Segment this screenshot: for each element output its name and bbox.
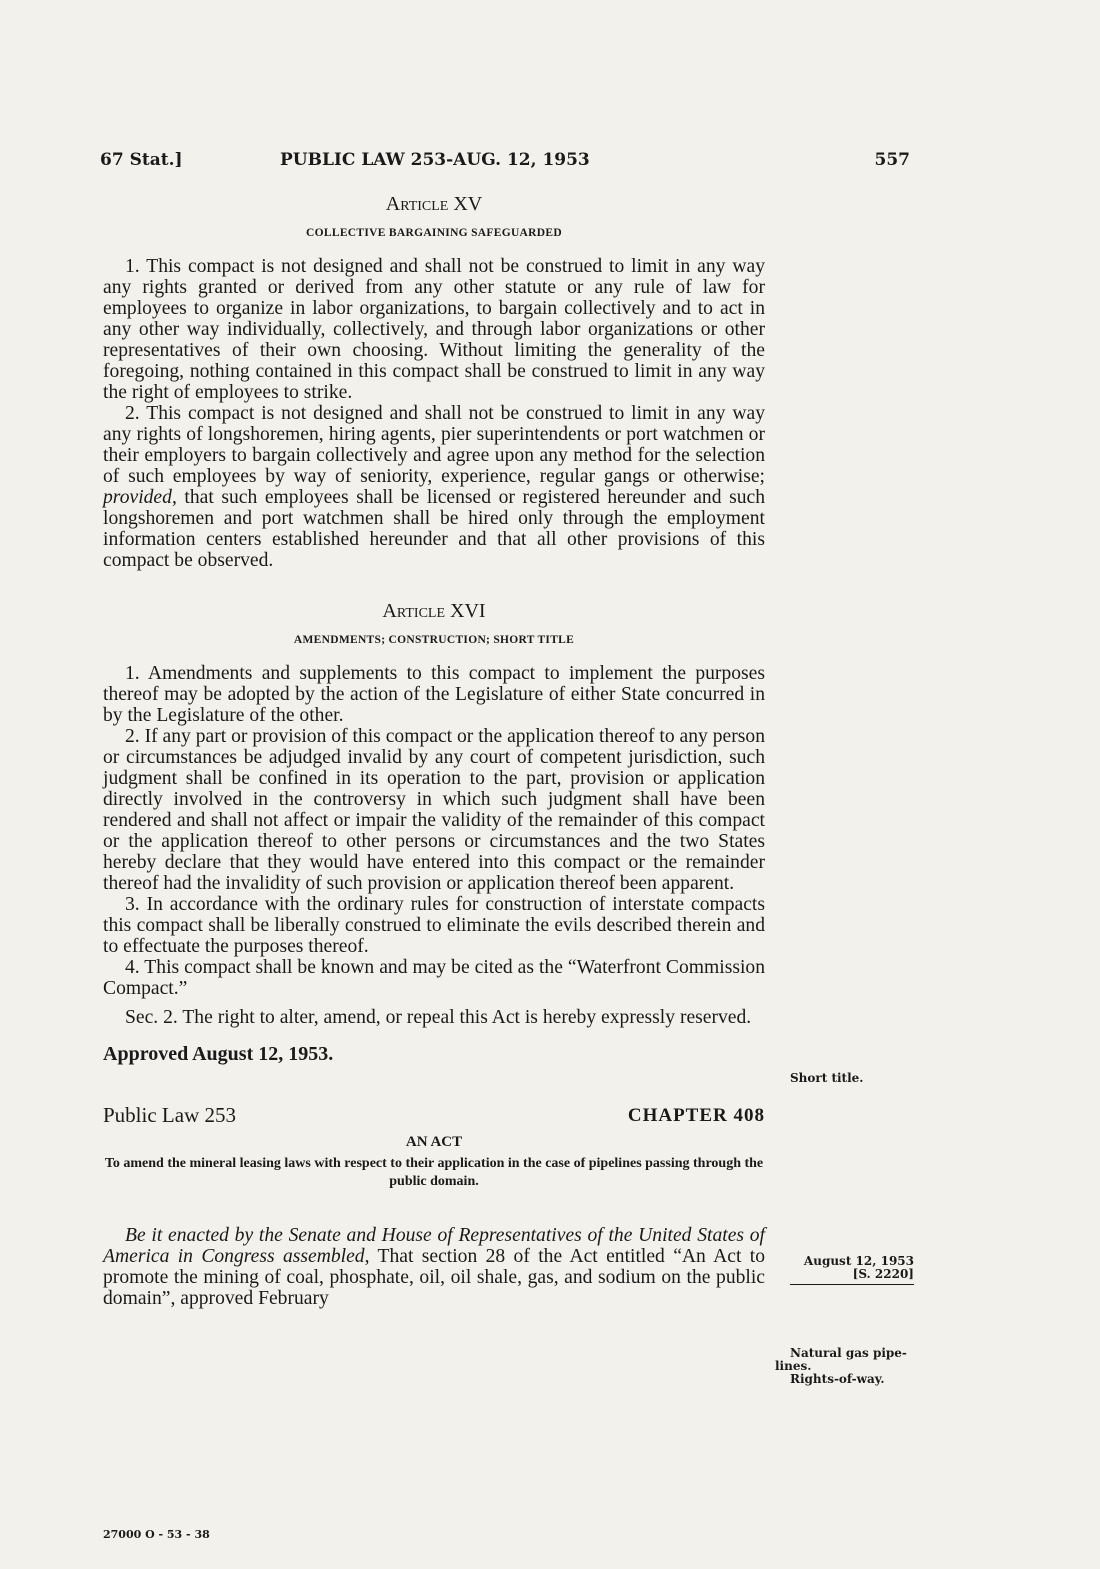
article-xvi-title: Article XVI: [382, 600, 486, 622]
statute-volume: 67 Stat.]: [100, 150, 183, 170]
approval-date: Approved August 12, 1953.: [103, 1043, 334, 1065]
margin-note-short-title: Short title.: [790, 1071, 864, 1085]
article-xv-para-2: [103, 403, 765, 571]
article-xvi-subtitle: AMENDMENTS; CONSTRUCTION; SHORT TITLE: [293, 634, 575, 646]
article-xvi-para-1: 1. Amendments and supplements to this compact to implement the purposes thereof may be adopted by the action of the Legislature of either State concurred in by the Legislature of the other.: [103, 663, 765, 726]
para2-text-a: 2. This compact is not designed and shall not be construed to limit in any way any rights of longshoremen, hiring agents, pier superintendents or port watchmen or their employers to bargain collectively and agree upon any method for the selection of such employees by way of seniority, experience, regular gangs or otherwise;: [103, 403, 765, 487]
margin-note-date: [790, 1255, 914, 1285]
printing-code: 27000 O - 53 - 38: [103, 1528, 210, 1541]
article-xvi-para-3: 3. In accordance with the ordinary rules for construction of interstate compacts this compact shall be liberally construed to eliminate the evils described therein and to effectuate the purposes thereof.: [103, 894, 765, 957]
chapter-number: CHAPTER 408: [627, 1105, 765, 1126]
enact-rest: , That section 28 of the Act entitled “An Act to promote the mining of coal, phosphate, oil, oil shale, gas, and sodium on the public domain”, approved February: [103, 1246, 765, 1309]
page-number: 557: [874, 150, 910, 170]
section-2: Sec. 2. The right to alter, amend, or repeal this Act is hereby expressly reserved.: [125, 1007, 752, 1028]
article-xv-title: Article XV: [385, 193, 483, 215]
running-head: PUBLIC LAW 253-AUG. 12, 1953: [280, 150, 590, 170]
public-law-heading: [103, 1105, 765, 1126]
provided-italic: provided: [103, 487, 172, 508]
margin-date: August 12, 1953: [803, 1254, 914, 1268]
main-text: [103, 190, 765, 1329]
margin-gas-line-2: lines.: [775, 1359, 812, 1373]
margin-bill-number: [S. 2220]: [852, 1267, 914, 1281]
act-purpose: To amend the mineral leasing laws with respect to their application in the case of pipelines passing through the public domain.: [104, 1156, 764, 1189]
article-xv-para-1: 1. This compact is not designed and shall not be construed to limit in any way any rights granted or derived from any other statute or any rule of law for employees to organize in labor organizations, to bargain collectively and to act in any other way individually, collectively, and through labor organizations or other representatives of their own choosing. Without limiting the generality of the foregoing, nothing contained in this compact shall be construed to limit in any way the right of employees to strike.: [103, 256, 765, 403]
enact-italic: Be it enacted by the Senate and House of Representatives of the United States of America in Congress assembled: [103, 1225, 765, 1267]
margin-note-natural-gas: [775, 1347, 907, 1386]
article-xv-subtitle: COLLECTIVE BARGAINING SAFEGUARDED: [306, 227, 562, 239]
para2-text-b: , that such employees shall be licensed or registered hereunder and such longshoremen and port watchmen shall be hired only through the employment information centers established hereunder and that all other provisions of this compact be observed.: [103, 487, 765, 571]
margin-gas-line-1: Natural gas pipe-: [790, 1346, 907, 1360]
article-xvi-para-4: 4. This compact shall be known and may be cited as the “Waterfront Commission Compact.”: [103, 957, 765, 999]
article-xvi-para-2: 2. If any part or provision of this compact or the application thereof to any person or circumstances be adjudged invalid by any court of competent jurisdiction, such judgment shall be confined in its operation to the part, provision or application directly involved in the controversy in which such judgment shall have been rendered and shall not affect or impair the validity of the remainder of this compact or the application thereof to other persons or circumstances and the two States hereby declare that they would have entered into this compact or the remainder thereof had the invalidity of such provision or application thereof been apparent.: [103, 726, 765, 894]
public-law-number: Public Law 253: [103, 1103, 236, 1127]
an-act-heading: AN ACT: [405, 1134, 463, 1150]
margin-gas-line-3: Rights-of-way.: [790, 1372, 885, 1386]
enacting-clause: [103, 1225, 765, 1309]
